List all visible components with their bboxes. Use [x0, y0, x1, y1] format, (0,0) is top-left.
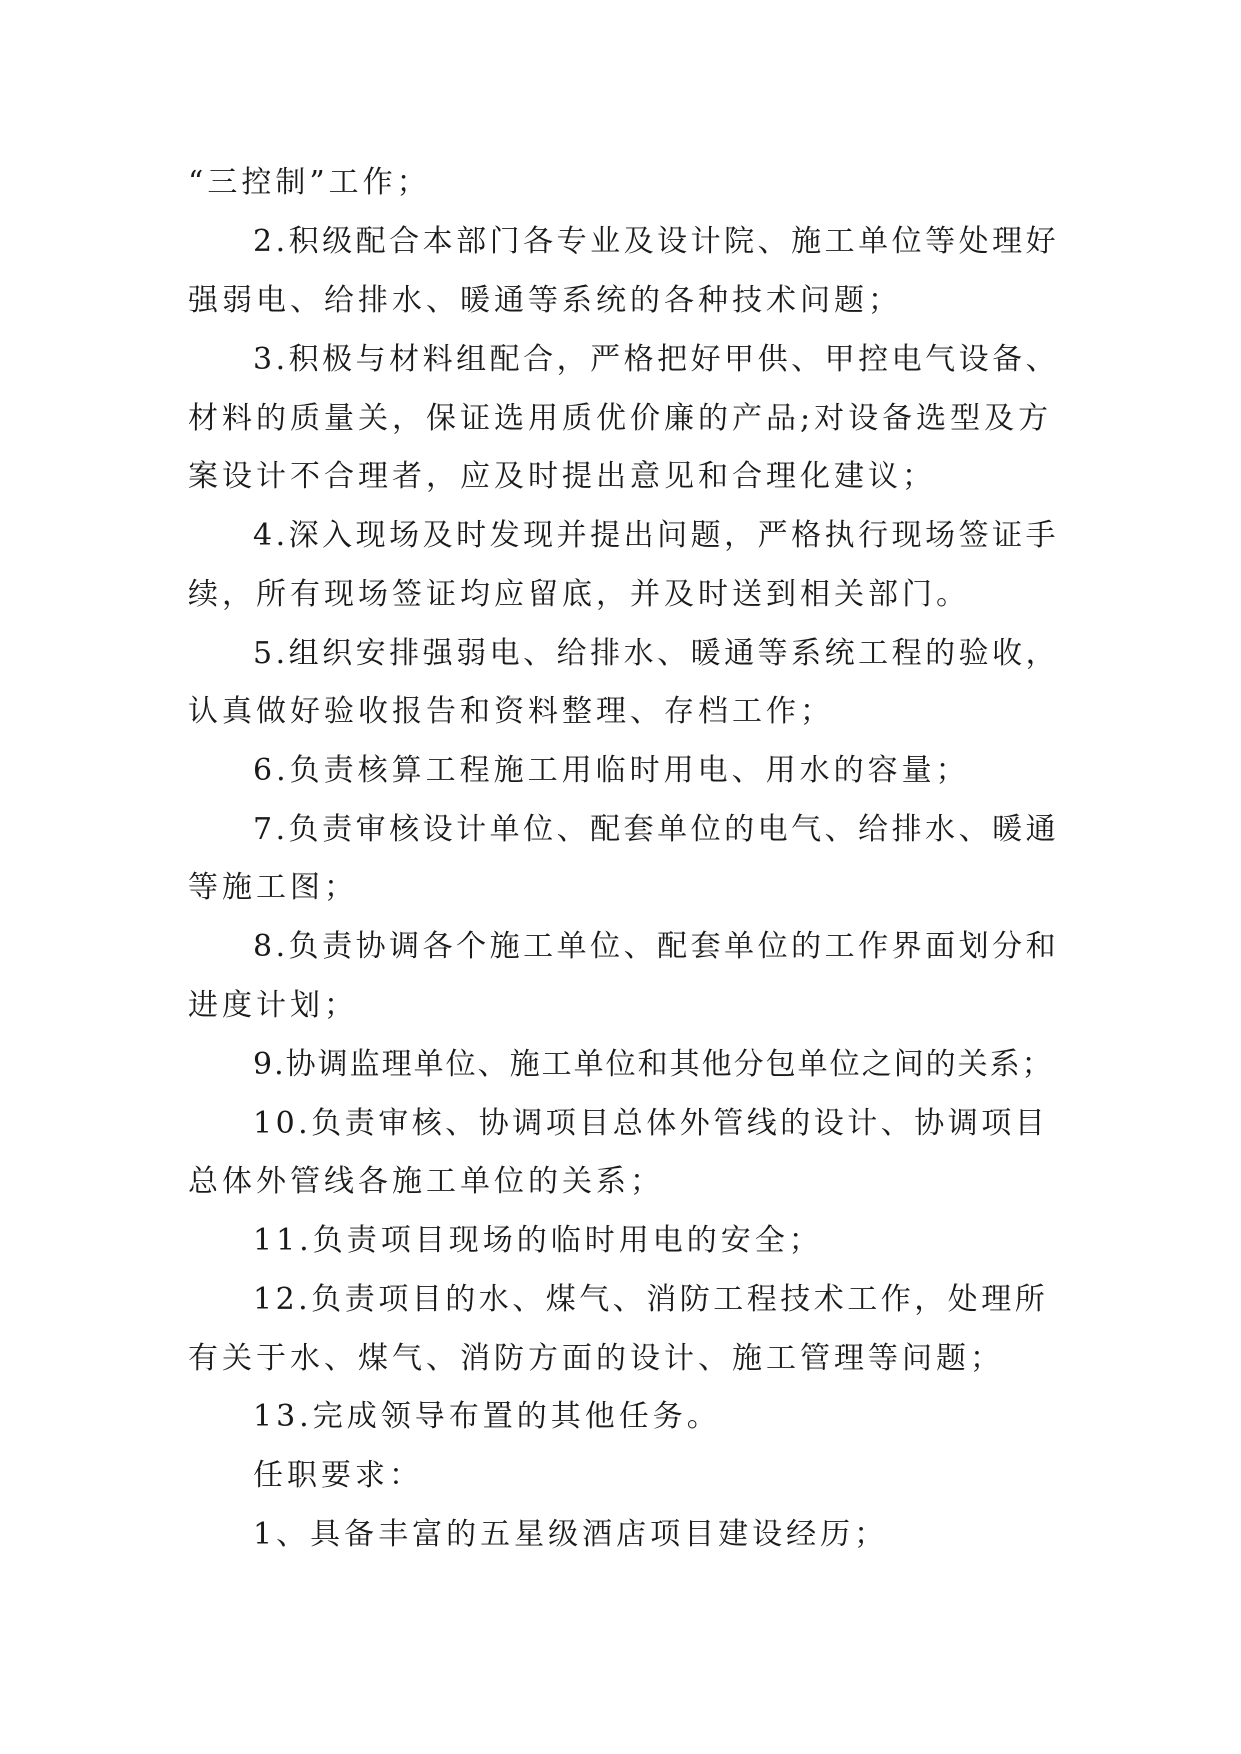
text-line: 9.协调监理单位、施工单位和其他分包单位之间的关系；: [253, 1047, 1054, 1082]
text-line: 11.负责项目现场的临时用电的安全；: [253, 1223, 823, 1258]
text-line: 7.负责审核设计单位、配套单位的电气、给排水、暖通: [253, 812, 1060, 847]
text-line: 认真做好验收报告和资料整理、存档工作；: [188, 694, 834, 729]
text-line: 总体外管线各施工单位的关系；: [188, 1164, 664, 1199]
text-line: 强弱电、给排水、暖通等系统的各种技术问题；: [188, 283, 902, 318]
text-line: 12.负责项目的水、煤气、消防工程技术工作，处理所: [253, 1282, 1049, 1317]
text-line: 4.深入现场及时发现并提出问题，严格执行现场签证手: [253, 518, 1060, 553]
text-line: 任职要求：: [253, 1458, 423, 1493]
text-line: 进度计划；: [188, 988, 358, 1023]
text-line: 3.积极与材料组配合，严格把好甲供、甲控电气设备、: [253, 342, 1060, 377]
text-line: 13.完成领导布置的其他任务。: [253, 1399, 721, 1434]
text-line: 1、具备丰富的五星级酒店项目建设经历；: [253, 1517, 889, 1552]
text-line: 2.积级配合本部门各专业及设计院、施工单位等处理好: [253, 224, 1060, 259]
text-line: 5.组织安排强弱电、给排水、暖通等系统工程的验收，: [253, 636, 1060, 671]
text-line: 8.负责协调各个施工单位、配套单位的工作界面划分和: [253, 929, 1060, 964]
text-line: 10.负责审核、协调项目总体外管线的设计、协调项目: [253, 1106, 1049, 1141]
text-line: “三控制”工作；: [188, 165, 431, 200]
text-line: 等施工图；: [188, 870, 358, 905]
text-line: 案设计不合理者，应及时提出意见和合理化建议；: [188, 459, 936, 494]
text-line: 材料的质量关，保证选用质优价廉的产品;对设备选型及方: [188, 401, 1053, 436]
text-line: 有关于水、煤气、消防方面的设计、施工管理等问题；: [188, 1341, 1004, 1376]
text-line: 6.负责核算工程施工用临时用电、用水的容量；: [253, 753, 970, 788]
text-line: 续，所有现场签证均应留底，并及时送到相关部门。: [188, 577, 970, 612]
